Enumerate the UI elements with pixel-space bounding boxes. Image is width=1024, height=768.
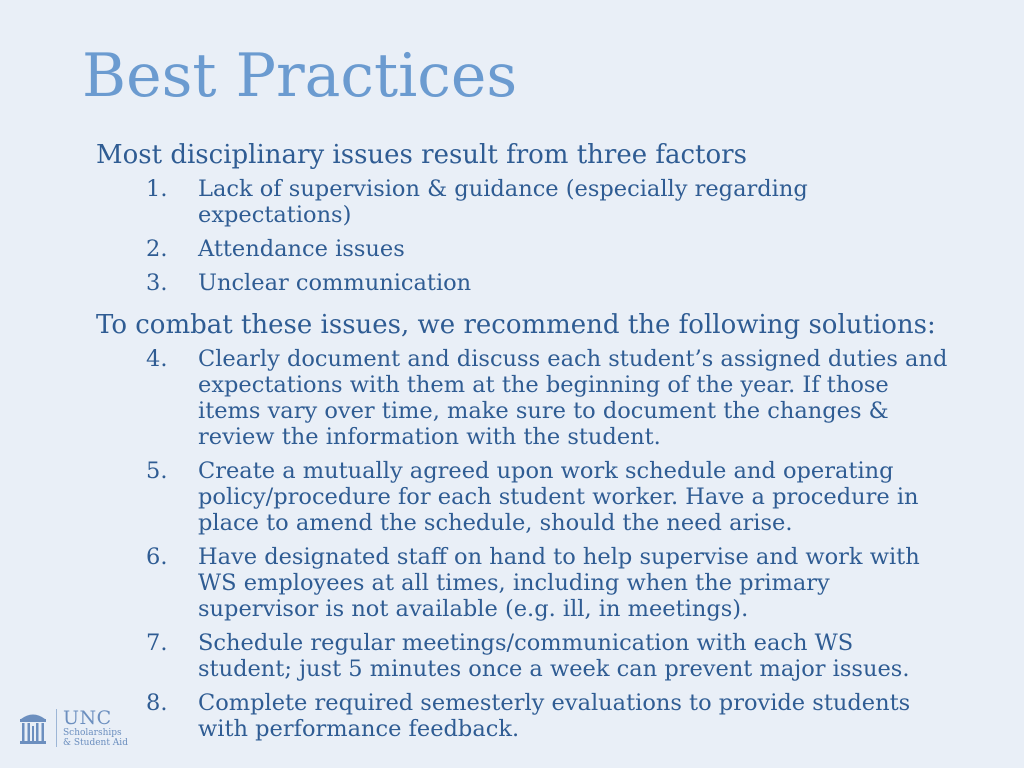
list-item <box>96 270 956 296</box>
old-well-icon <box>18 709 48 747</box>
logo-line-2: & Student Aid <box>63 738 128 748</box>
list-item <box>96 176 956 228</box>
item-text: Lack of supervision & guidance (especially regarding expectations) <box>198 176 808 228</box>
list-item <box>96 236 956 262</box>
item-text: Clearly document and discuss each student’s assigned duties and expectations with them at the beginning of the year. If those items vary over time, make sure to document the changes & review the information with the student. <box>198 346 948 450</box>
item-number: 8. <box>146 690 168 716</box>
list-item <box>96 630 956 682</box>
item-text: Schedule regular meetings/communication with each WS student; just 5 minutes once a week can prevent major issues. <box>198 630 910 682</box>
list-item <box>96 346 956 450</box>
intro-solutions: To combat these issues, we recommend the following solutions: <box>96 310 936 340</box>
item-number: 5. <box>146 458 168 484</box>
list-item <box>96 690 956 742</box>
item-text: Create a mutually agreed upon work schedule and operating policy/procedure for each student worker. Have a procedure in place to amend the schedule, should the need arise. <box>198 458 919 536</box>
list-item <box>96 544 956 622</box>
list-item <box>96 458 956 536</box>
logo-wordmark <box>63 708 128 748</box>
item-text: Have designated staff on hand to help supervise and work with WS employees at all times, including when the primary supervisor is not available (e.g. ill, in meetings). <box>198 544 920 622</box>
item-text: Attendance issues <box>198 236 405 262</box>
logo-line-1: Scholarships <box>63 728 122 738</box>
slide-title: Best Practices <box>82 41 518 111</box>
item-number: 2. <box>146 236 168 262</box>
logo-divider <box>56 709 57 747</box>
item-text: Unclear communication <box>198 270 472 296</box>
intro-factors: Most disciplinary issues result from three factors <box>96 140 747 170</box>
item-text: Complete required semesterly evaluations to provide students with performance feedback. <box>198 690 911 742</box>
item-number: 4. <box>146 346 168 372</box>
logo-name: UNC <box>63 707 112 729</box>
item-number: 1. <box>146 176 168 202</box>
item-number: 6. <box>146 544 168 570</box>
slide-body <box>96 140 956 750</box>
factors-list <box>96 176 956 296</box>
item-number: 7. <box>146 630 168 656</box>
item-number: 3. <box>146 270 168 296</box>
unc-logo <box>18 708 128 748</box>
solutions-list <box>96 346 956 742</box>
